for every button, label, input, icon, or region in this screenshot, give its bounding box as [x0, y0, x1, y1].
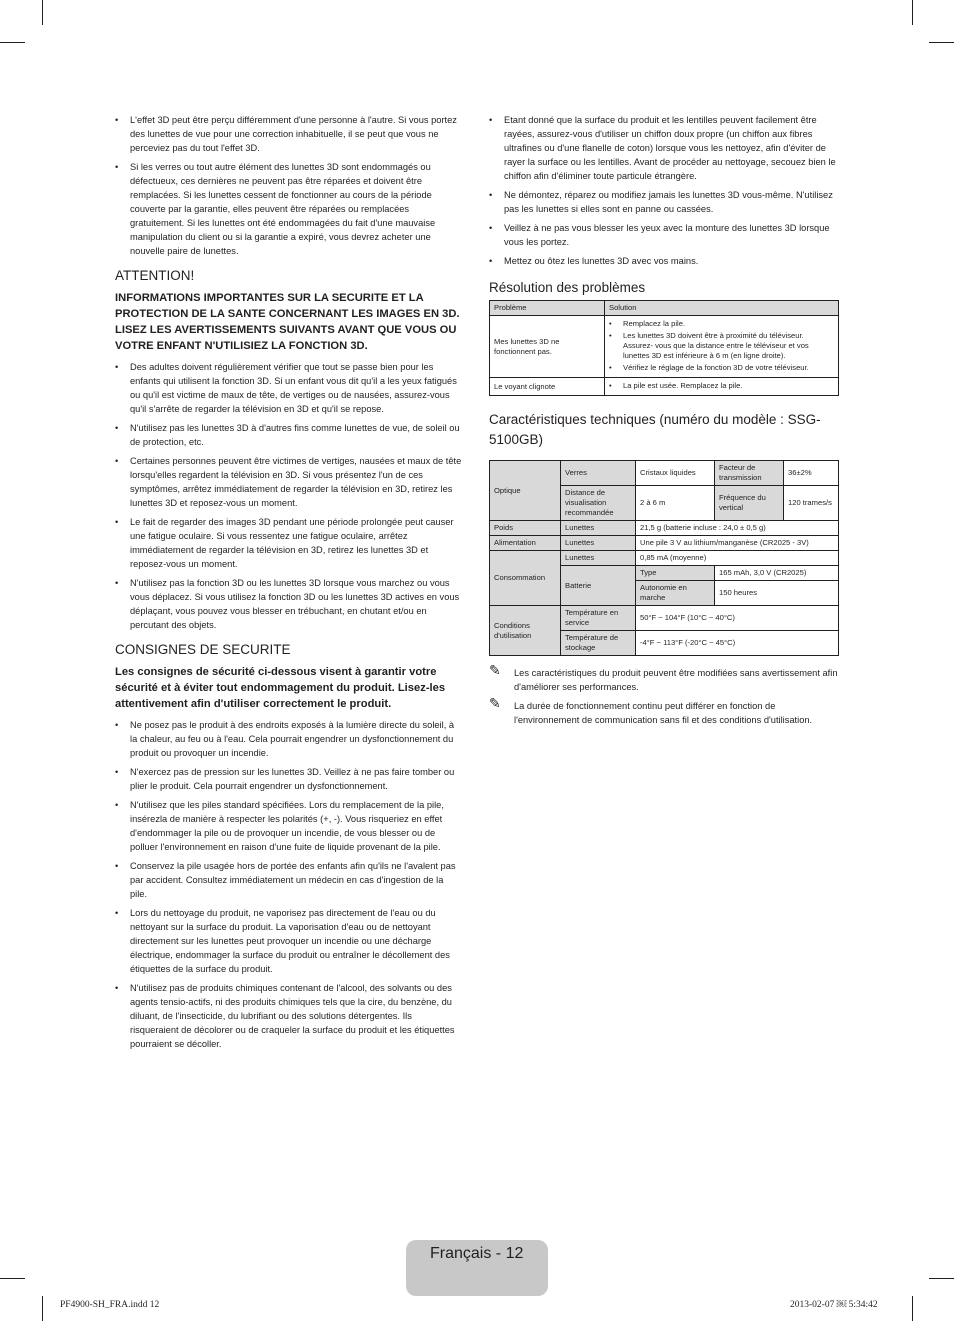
note-text: Les caractéristiques du produit peuvent être modifiées sans avertissement afin d'améliorer ses performances. — [514, 668, 838, 692]
list-item: • Ne démontez, réparez ou modifiez jamais les lunettes 3D vous-même. N'utilisez pas les lunettes si elles sont en panne ou cassées. — [489, 188, 839, 216]
list-item: • Lors du nettoyage du produit, ne vaporisez pas directement de l'eau ou du nettoyant sur la surface du produit. La vaporisation d'eau ou de nettoyant directement sur les lunettes peut provoquer un incendie ou une décharge électrique, endommager la surface du produit ou entraîner le décollement des étiquettes de la surface du produit. — [115, 906, 463, 976]
table-cell: 50°F ~ 104°F (10°C ~ 40°C) — [636, 606, 839, 631]
list-item: • N'utilisez pas de produits chimiques contenant de l'alcool, des solvants ou des agents tensio-actifs, ni des produits chimiques tels que la cire, du benzène, du diluant, de l'insecticide, du lubrifiant ou des solutions détergentes. Ils risqueraient de décolorer ou de craqueler la surface du produit et les étiquettes pourraient se décoller. — [115, 981, 463, 1051]
page-number-tab — [406, 1240, 548, 1296]
table-row — [490, 461, 839, 486]
left-column — [115, 113, 463, 1056]
list-item: • N'utilisez que les piles standard spécifiées. Lors du remplacement de la pile, insérezla de manière à respecter les polarités (+, -). Vous risqueriez en effet d'endommager la pile ou de provoquer un incendie, de vous blesser ou de polluer l'environnement en raison d'une fuite de liquide provenant de la pile. — [115, 798, 463, 854]
table-row — [490, 316, 839, 378]
consignes-heading: CONSIGNES DE SECURITE — [115, 642, 291, 657]
right-column — [489, 113, 839, 732]
specs-heading: Caractéristiques techniques (numéro du modèle : SSG-5100GB) — [489, 412, 821, 447]
crop-mark — [929, 1278, 954, 1279]
list-item: • Certaines personnes peuvent être victimes de vertiges, nausées et maux de tête lorsqu'elles regardent la télévision en 3D. Si vous présentez l'un de ces symptômes, arrêtez immédiatement de regarder la télévision en 3D, retirez les lunettes 3D et reposez-vous un moment. — [115, 454, 463, 510]
list-item: • La pile est usée. Remplacez la pile. — [609, 381, 834, 391]
table-cell: 36±2% — [784, 461, 839, 486]
list-item: • Des adultes doivent régulièrement vérifier que tout se passe bien pour les enfants qui utilisent la fonction 3D. Si un enfant vous dit qu'il a les yeux fatigués ou qu'il est victime de maux de tête, de vertiges ou de nausées, assurez-vous qu'il s'arrête de regarder la télévision en 3D et qu'il se repose. — [115, 360, 463, 416]
list-item: • N'exercez pas de pression sur les lunettes 3D. Veillez à ne pas faire tomber ou plier le produit. Cela pourrait engendrer un dysfonctionnement. — [115, 765, 463, 793]
table-cell: 150 heures — [715, 581, 839, 606]
table-cell: Cristaux liquides — [636, 461, 715, 486]
list-item: • Remplacez la pile. — [609, 319, 834, 329]
spec-note — [489, 662, 839, 694]
attention-warning: INFORMATIONS IMPORTANTES SUR LA SECURITE ET LA PROTECTION DE LA SANTE CONCERNANT LES IMAGES EN 3D. LISEZ LES AVERTISSEMENTS SUIVANTS AVANT QUE VOUS OU VOTRE ENFANT N'UTILISIEZ LA FONCTION 3D. — [115, 292, 460, 352]
table-cell: Lunettes — [561, 536, 636, 551]
table-row — [490, 551, 839, 566]
table-row — [490, 521, 839, 536]
table-cell: Optique — [490, 461, 561, 521]
table-cell: Consommation — [490, 551, 561, 606]
table-cell: -4°F ~ 113°F (-20°C ~ 45°C) — [636, 631, 839, 656]
table-cell: Mes lunettes 3D ne fonctionnent pas. — [490, 316, 605, 378]
list-item: • Mettez ou ôtez les lunettes 3D avec vos mains. — [489, 254, 839, 268]
table-cell: Conditions d'utilisation — [490, 606, 561, 656]
table-cell: 21,5 g (batterie incluse : 24,0 ± 0,5 g) — [636, 521, 839, 536]
crop-mark — [912, 1296, 913, 1321]
list-item: • L'effet 3D peut être perçu différemment d'une personne à l'autre. Si vous portez des lunettes de vue pour une correction inhabituelle, il se peut que vous ne perceviez pas du tout l'effet 3D. — [115, 113, 463, 155]
table-cell: Alimentation — [490, 536, 561, 551]
table-cell: Le voyant clignote — [490, 378, 605, 396]
column-header: Problème — [490, 301, 605, 316]
print-slug-right: 2013-02-07 ￼ 5:34:42 — [790, 1300, 878, 1310]
table-cell — [605, 316, 839, 378]
specs-table — [489, 460, 839, 656]
crop-mark — [929, 42, 954, 43]
list-item: • N'utilisez pas les lunettes 3D à d'autres fins comme lunettes de vue, de soleil ou de protection, etc. — [115, 421, 463, 449]
attention-bullet-list — [115, 360, 463, 632]
table-cell: Fréquence du vertical — [715, 486, 784, 521]
solution-list — [609, 319, 834, 373]
column-header: Solution — [605, 301, 839, 316]
intro-bullet-list — [115, 113, 463, 258]
list-item: • Veillez à ne pas vous blesser les yeux avec la monture des lunettes 3D lorsque vous les portez. — [489, 221, 839, 249]
table-cell: 165 mAh, 3,0 V (CR2025) — [715, 566, 839, 581]
table-header-row — [490, 301, 839, 316]
table-cell: Poids — [490, 521, 561, 536]
troubleshoot-heading: Résolution des problèmes — [489, 280, 646, 295]
consignes-intro: Les consignes de sécurité ci-dessous visent à garantir votre sécurité et à éviter tout endommagement du produit. Lisez-les attentivement afin d'utiliser correctement le produit. — [115, 666, 446, 710]
table-cell: Type — [636, 566, 715, 581]
table-cell: 0,85 mA (moyenne) — [636, 551, 839, 566]
table-cell: Une pile 3 V au lithium/manganèse (CR2025 - 3V) — [636, 536, 839, 551]
list-item: • N'utilisez pas la fonction 3D ou les lunettes 3D lorsque vous marchez ou vous vous déplacez. Si vous utilisez la fonction 3D ou les lunettes 3D actives en vous déplaçant, vous pouvez vous blesser en trébuchant, en chutant et/ou en percutant des objets. — [115, 576, 463, 632]
page-number: Français - 12 — [430, 1245, 524, 1262]
list-item: • Conservez la pile usagée hors de portée des enfants afin qu'ils ne l'avalent pas par accident. Consultez immédiatement un médecin en cas d'ingestion de la pile. — [115, 859, 463, 901]
crop-mark — [0, 42, 25, 43]
crop-mark — [0, 1278, 25, 1279]
table-cell — [605, 378, 839, 396]
print-slug-left: PF4900-SH_FRA.indd 12 — [60, 1300, 160, 1310]
table-cell: Lunettes — [561, 551, 636, 566]
list-item: • Etant donné que la surface du produit et les lentilles peuvent facilement être rayées, assurez-vous d'utiliser un chiffon doux propre (un chiffon aux fibres ultrafines ou d'une flanelle de coton) lorsque vous les nettoyez, afin d'éviter de rayer la surface ou les lentilles. Avant de procéder au nettoyage, secouez bien le chiffon afin d'éliminer toute particule étrangère. — [489, 113, 839, 183]
table-cell: Température en service — [561, 606, 636, 631]
table-cell: Batterie — [561, 566, 636, 606]
solution-list — [609, 381, 834, 391]
table-row — [490, 536, 839, 551]
table-row — [490, 378, 839, 396]
list-item: • Si les verres ou tout autre élément des lunettes 3D sont endommagés ou défectueux, ces dernières ne peuvent pas être réparées et doivent être remplacées. Si les lunettes cessent de fonctionner au cours de la période couverte par la garantie, elles peuvent être réparées ou remplacées gratuitement. Si les lunettes ont été endommagées du fait d'une mauvaise manipulation du client ou si la garantie a expiré, vous devrez acheter une nouvelle paire de lunettes. — [115, 160, 463, 258]
list-item: • Vérifiez le réglage de la fonction 3D de votre téléviseur. — [609, 363, 834, 373]
crop-mark — [42, 0, 43, 25]
care-bullet-list — [489, 113, 839, 268]
list-item: • Le fait de regarder des images 3D pendant une période prolongée peut causer une fatigue oculaire. Si vous ressentez une fatigue oculaire, arrêtez immédiatement de regarder la télévision en 3D, retirez les lunettes 3D et reposez-vous un moment. — [115, 515, 463, 571]
note-text: La durée de fonctionnement continu peut différer en fonction de l'environnement de communication sans fil et des conditions d'utilisation. — [514, 701, 813, 725]
crop-mark — [912, 0, 913, 25]
table-cell: Verres — [561, 461, 636, 486]
consignes-bullet-list — [115, 718, 463, 1051]
list-item: • Ne posez pas le produit à des endroits exposés à la lumière directe du soleil, à la chaleur, au feu ou à l'eau. Cela pourrait engendrer un dysfonctionnement du produit ou provoquer un incendie. — [115, 718, 463, 760]
list-item: • Les lunettes 3D doivent être à proximité du téléviseur. Assurez- vous que la distance entre le téléviseur et vos lunettes 3D est inférieure à 6 m (en ligne droite). — [609, 331, 834, 361]
table-cell: 120 trames/s — [784, 486, 839, 521]
crop-mark — [42, 1296, 43, 1321]
table-cell: Température de stockage — [561, 631, 636, 656]
attention-heading: ATTENTION! — [115, 268, 195, 283]
pencil-note-icon: ✎ — [489, 695, 501, 711]
table-cell: Facteur de transmission — [715, 461, 784, 486]
table-cell: Lunettes — [561, 521, 636, 536]
table-cell: Distance de visualisation recommandée — [561, 486, 636, 521]
troubleshoot-table — [489, 300, 839, 396]
table-cell: 2 à 6 m — [636, 486, 715, 521]
pencil-note-icon: ✎ — [489, 662, 501, 678]
spec-note — [489, 695, 839, 727]
table-cell: Autonomie en marche — [636, 581, 715, 606]
table-row — [490, 606, 839, 631]
